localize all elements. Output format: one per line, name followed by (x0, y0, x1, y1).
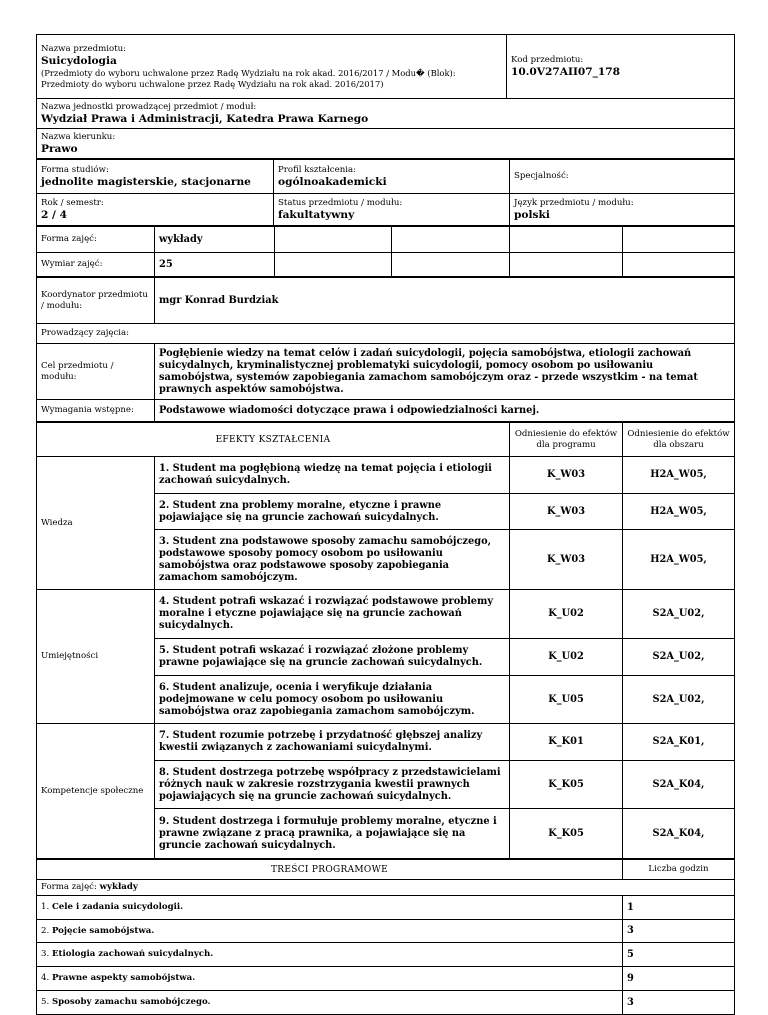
language-label: Język przedmiotu / modułu: (514, 197, 634, 208)
hours-value: 25 (155, 253, 275, 277)
subject-cell (37, 35, 507, 99)
topic-hours: 3 (623, 920, 735, 943)
outcome-program-ref: K_U02 (510, 590, 623, 639)
topic-name: Sposoby zamachu samobójczego. (51, 997, 211, 1007)
outcome-text: 6. Student analizuje, ocenia i weryfikuje działania podejmowane w celu pomocy osobom po usiłowaniu samobójstwa oraz zapobiegania zamachom samobójczym. (155, 676, 510, 724)
outcome-program-ref: K_U02 (510, 639, 623, 676)
topic-number: 2. (41, 925, 52, 936)
outcome-text: 9. Student dostrzega i formułuje problemy moralne, etyczne i prawne związane z pracą prawnika, a pojawiające się na gruncie zachowań suicydalnych. (155, 809, 510, 859)
outcome-row (37, 590, 735, 639)
classes-label: Forma zajęć: (37, 227, 155, 253)
lecturers-label: Prowadzący zajęcia: (37, 324, 735, 344)
outcome-area-ref: S2A_K04, (623, 761, 735, 809)
goal-value: Pogłębienie wiedzy na temat celów i zadań suicydologii, pojęcia samobójstwa, etiologii zachowań suicydalnych, kryminalistycznej problematyki suicydologii, pomocy osobom po usiłowaniu samobójstwa, systemów zapobiegania zamachom samobójczym oraz - przede wszystkim - na temat prawnych aspektów samobójstwa. (155, 344, 735, 400)
topic-number: 4. (41, 973, 52, 983)
code-cell (507, 35, 735, 99)
outcomes-table (36, 422, 735, 859)
outcomes-title: EFEKTY KSZTAŁCENIA (37, 423, 510, 457)
syllabus-sheet (36, 34, 734, 1015)
header-table (36, 34, 735, 159)
outcome-text: 3. Student zna podstawowe sposoby zamachu samobójczego, podstawowe sposoby pomocy osobom po usiłowaniu samobójstwa oraz podstawowe sposoby zapobiegania zamachom samobójczym. (155, 530, 510, 590)
field-label: Nazwa kierunku: (41, 131, 116, 142)
topic-number: 3. (41, 949, 52, 959)
outcome-program-ref: K_U05 (510, 676, 623, 724)
goal-label: Cel przedmiotu / modułu: (37, 344, 155, 400)
outcome-program-ref: K_K01 (510, 724, 623, 761)
specialty-cell (510, 160, 735, 194)
outcome-area-ref: S2A_U02, (623, 639, 735, 676)
profile-label: Profil kształcenia: (278, 164, 357, 175)
outcome-area-ref: S2A_K01, (623, 724, 735, 761)
topic-row (37, 920, 735, 943)
coordinator-label: Koordynator przedmiotu / modułu: (37, 278, 155, 324)
code-label: Kod przedmiotu: (511, 54, 584, 65)
subject-name: Suicydologia (41, 55, 117, 67)
specialty-label: Specjalność: (514, 171, 569, 181)
outcome-area-ref: H2A_W05, (623, 494, 735, 530)
outcome-text: 2. Student zna problemy moralne, etyczne i prawne pojawiające się na gruncie zachowań suicydalnych. (155, 494, 510, 530)
topic-row (37, 967, 735, 991)
field-cell (37, 129, 735, 159)
content-hours-col: Liczba godzin (623, 860, 735, 880)
outcome-area-ref: S2A_U02, (623, 676, 735, 724)
topic-hours: 3 (623, 991, 735, 1015)
outcome-text: 5. Student potrafi wskazać i rozwiązać złożone problemy prawne pojawiające się na gruncie zachowań suicydalnych. (155, 639, 510, 676)
topic-hours: 5 (623, 943, 735, 967)
topic-name: Pojęcie samobójstwa. (51, 925, 155, 936)
field-value: Prawo (41, 142, 78, 155)
topic-hours: 1 (623, 896, 735, 920)
info-table (36, 159, 735, 226)
outcome-group-label: Umiejętności (37, 590, 155, 724)
language-value: polski (514, 208, 550, 221)
content-form-row (37, 880, 735, 896)
content-form-value: wykłady (99, 882, 138, 892)
topic-name: Prawne aspekty samobójstwa. (51, 973, 196, 983)
outcome-text: 1. Student ma pogłębioną wiedzę na temat pojęcia i etiologii zachowań suicydalnych. (155, 457, 510, 494)
topic-row (37, 943, 735, 967)
outcome-group-label: Kompetencje społeczne (37, 724, 155, 859)
outcome-area-ref: S2A_U02, (623, 590, 735, 639)
outcome-program-ref: K_W03 (510, 457, 623, 494)
topic-hours: 9 (623, 967, 735, 991)
outcomes-col-area: Odniesienie do efektów dla obszaru (623, 423, 735, 457)
outcome-area-ref: S2A_K04, (623, 809, 735, 859)
topic-row (37, 991, 735, 1015)
unit-cell (37, 99, 735, 129)
year-value: 2 / 4 (41, 208, 67, 221)
year-cell (37, 194, 274, 226)
year-label: Rok / semestr: (41, 197, 104, 208)
details-table (36, 277, 735, 422)
profile-value: ogólnoakademicki (278, 175, 387, 188)
content-title: TREŚCI PROGRAMOWE (37, 860, 623, 880)
requirements-value: Podstawowe wiadomości dotyczące prawa i odpowiedzialności karnej. (155, 400, 735, 422)
status-label: Status przedmiotu / modułu: (278, 197, 403, 208)
outcome-area-ref: H2A_W05, (623, 457, 735, 494)
topic-number: 5. (41, 997, 52, 1007)
classes-table (36, 226, 735, 277)
outcome-row (37, 724, 735, 761)
topic-name: Etiologia zachowań suicydalnych. (51, 949, 214, 959)
classes-value: wykłady (155, 227, 275, 253)
unit-label: Nazwa jednostki prowadzącej przedmiot / moduł: (41, 101, 257, 112)
topic-name: Cele i zadania suicydologii. (51, 902, 184, 912)
code-value: 10.0V27AII07_178 (511, 65, 621, 78)
unit-value: Wydział Prawa i Administracji, Katedra Prawa Karnego (41, 112, 369, 125)
study-form-value: jednolite magisterskie, stacjonarne (41, 175, 251, 188)
subject-note: (Przedmioty do wyboru uchwalone przez Radę Wydziału na rok akad. 2016/2017 / Modu� (Blok): Przedmioty do wyboru uchwalone przez Radę Wydziału na rok akad. 2016/2017) (41, 68, 456, 89)
topic-number: 1. (41, 902, 52, 912)
outcome-text: 7. Student rozumie potrzebę i przydatność głębszej analizy kwestii związanych z zachowaniami suicydalnymi. (155, 724, 510, 761)
study-form-cell (37, 160, 274, 194)
outcomes-col-program: Odniesienie do efektów dla programu (510, 423, 623, 457)
outcome-program-ref: K_K05 (510, 809, 623, 859)
subject-label: Nazwa przedmiotu: (41, 44, 127, 54)
content-table (36, 859, 735, 1015)
outcome-text: 8. Student dostrzega potrzebę współpracy z przedstawicielami różnych nauk w zakresie rozstrzygania kwestii prawnych pojawiających się na gruncie zachowań suicydalnych. (155, 761, 510, 809)
study-form-label: Forma studiów: (41, 164, 109, 175)
topic-row (37, 896, 735, 920)
outcome-group-label: Wiedza (37, 457, 155, 590)
outcome-program-ref: K_W03 (510, 494, 623, 530)
outcome-program-ref: K_K05 (510, 761, 623, 809)
hours-label: Wymiar zajęć: (37, 253, 155, 277)
profile-cell (274, 160, 510, 194)
content-form-prefix: Forma zajęć: (41, 882, 100, 892)
outcome-text: 4. Student potrafi wskazać i rozwiązać podstawowe problemy moralne i etyczne pojawiające się na gruncie zachowań suicydalnych. (155, 590, 510, 639)
outcome-row (37, 457, 735, 494)
status-value: fakultatywny (278, 208, 355, 221)
language-cell (510, 194, 735, 226)
outcome-program-ref: K_W03 (510, 530, 623, 590)
status-cell (274, 194, 510, 226)
outcome-area-ref: H2A_W05, (623, 530, 735, 590)
coordinator-value: mgr Konrad Burdziak (155, 278, 735, 324)
requirements-label: Wymagania wstępne: (37, 400, 155, 422)
